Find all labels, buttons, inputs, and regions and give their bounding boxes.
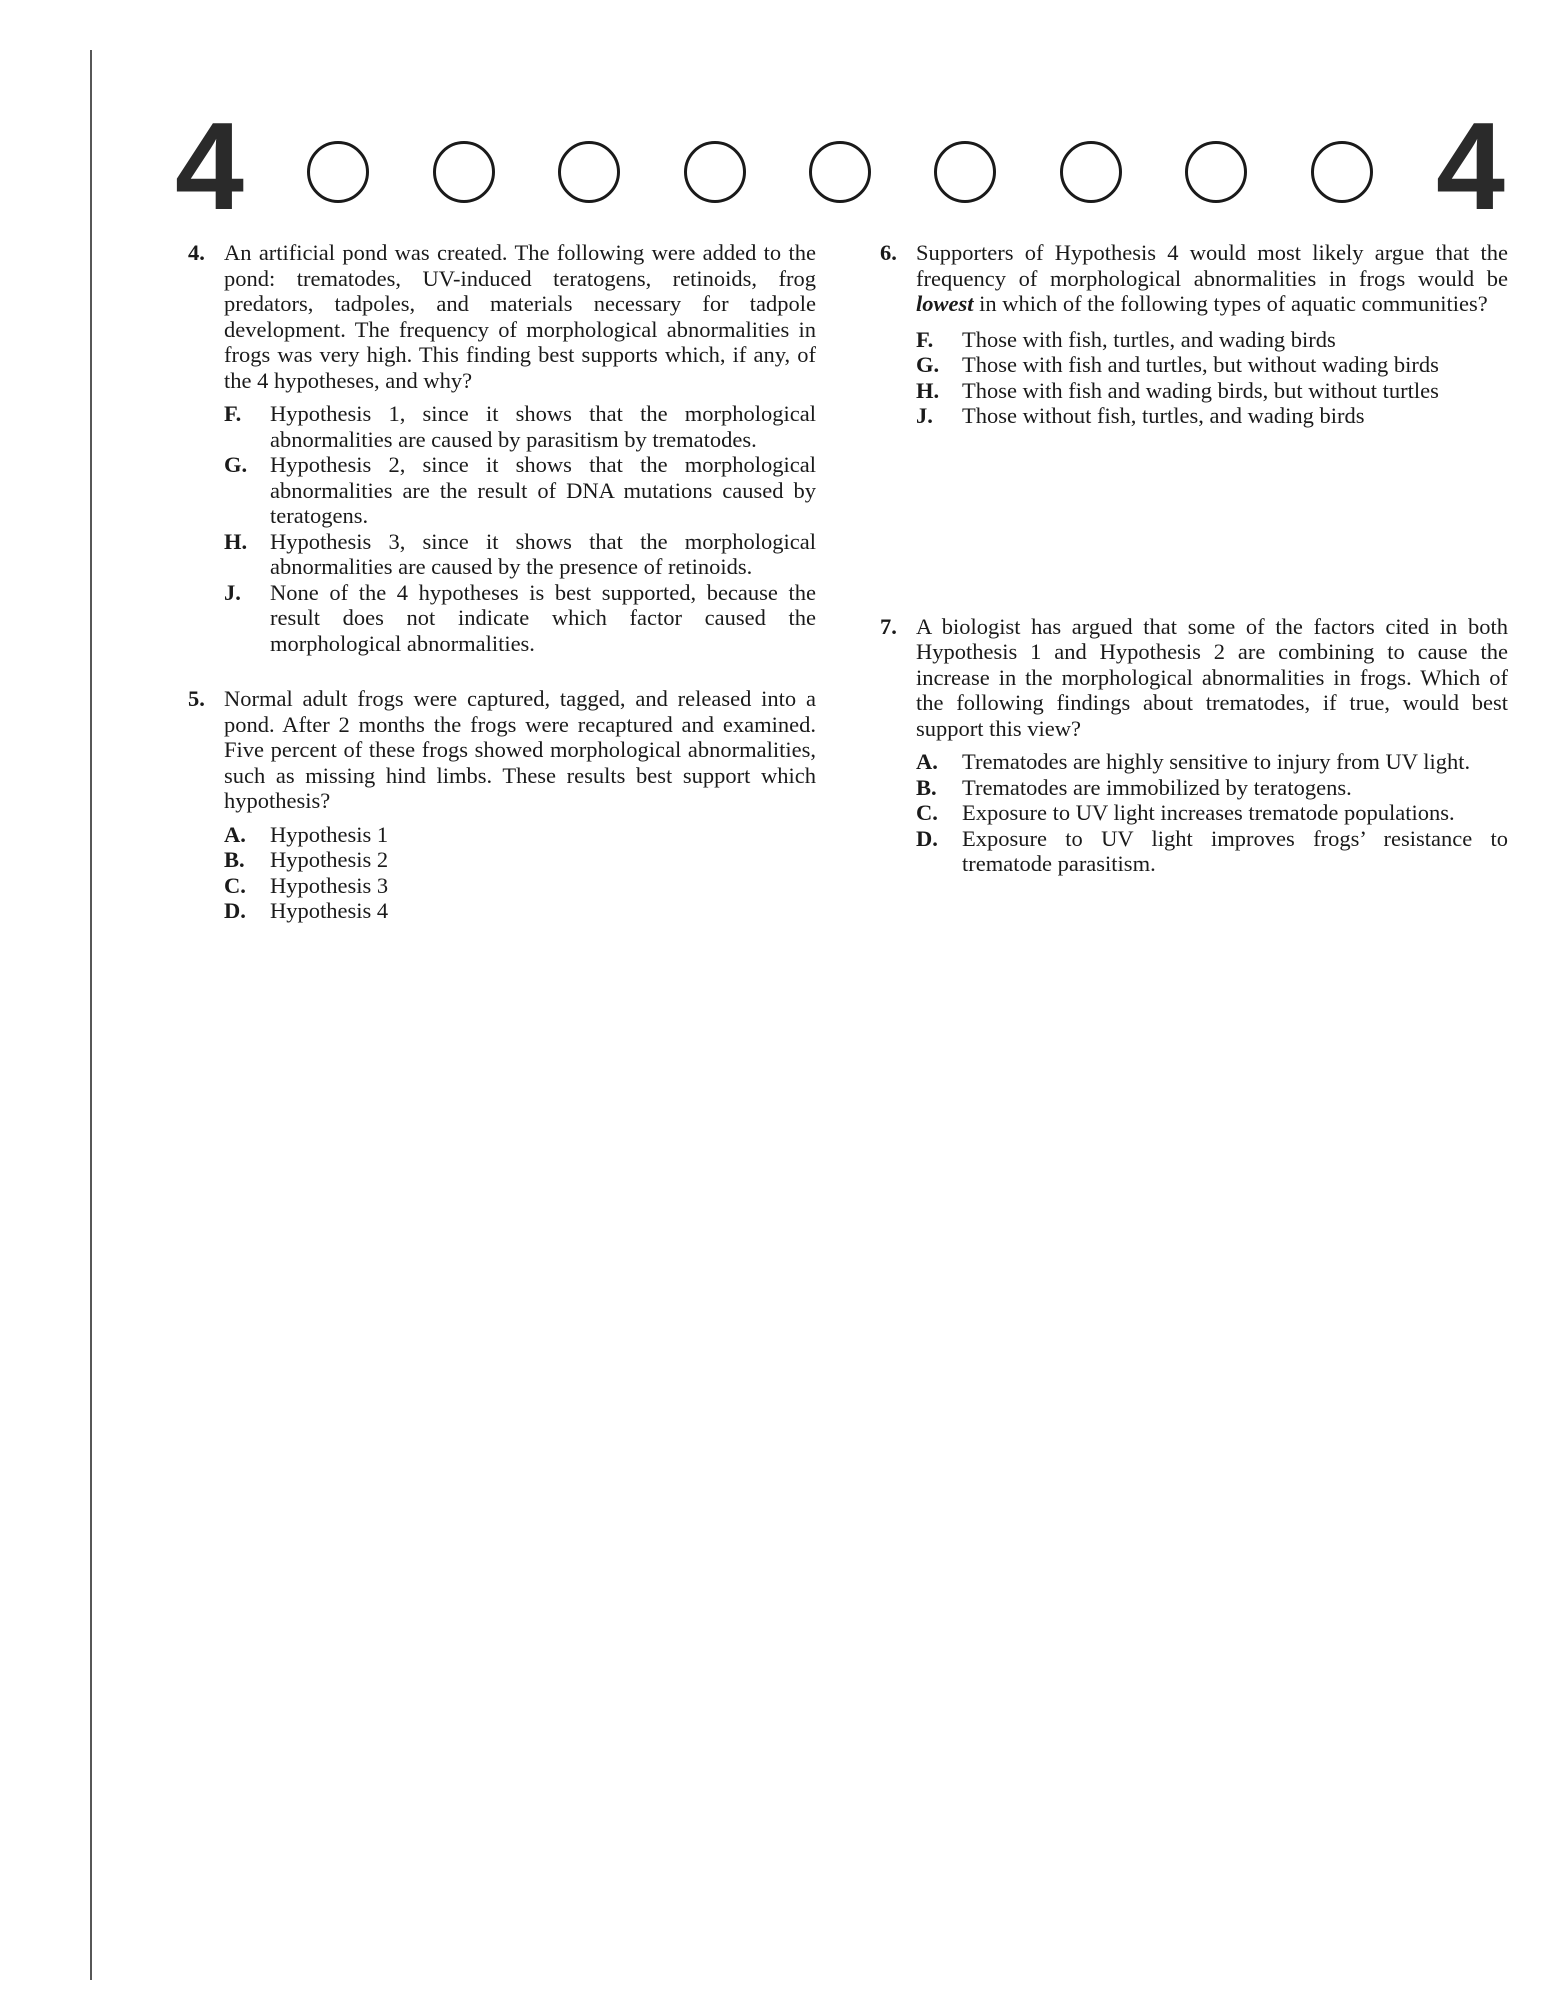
question-stem-end: in which of the following types of aquatic communities?: [973, 291, 1488, 316]
answer-option-a[interactable]: [224, 822, 816, 848]
circle-icon: [809, 141, 871, 203]
option-letter: D.: [224, 898, 246, 923]
answer-option-b[interactable]: [916, 775, 1508, 801]
question-stem: [916, 240, 1508, 317]
option-text: Exposure to UV light increases trematode populations.: [962, 800, 1455, 825]
option-letter: A.: [224, 821, 246, 847]
question-number: 5.: [188, 686, 205, 711]
right-column: [880, 240, 1508, 877]
option-text: Those with fish and turtles, but without wading birds: [962, 352, 1439, 377]
option-text: Those with fish and wading birds, but without turtles: [962, 377, 1439, 403]
option-text: Hypothesis 2: [270, 847, 389, 872]
option-letter: C.: [916, 800, 938, 825]
circle-icon: [433, 141, 495, 203]
answer-option-c[interactable]: [916, 800, 1508, 826]
option-letter: B.: [224, 847, 245, 872]
question-number: 7.: [880, 613, 897, 639]
answer-options: [224, 822, 816, 924]
option-letter: C.: [224, 872, 246, 898]
option-text: Hypothesis 1: [270, 821, 389, 847]
option-text: Those without fish, turtles, and wading birds: [962, 403, 1365, 428]
option-text: Trematodes are immobilized by teratogens.: [962, 774, 1352, 800]
answer-option-h[interactable]: [224, 529, 816, 580]
circle-icon: [1311, 141, 1373, 203]
option-letter: F.: [916, 326, 934, 352]
option-text: Those with fish, turtles, and wading birds: [962, 326, 1336, 352]
circle-icon: [934, 141, 996, 203]
option-text: Hypothesis 2, since it shows that the morphological abnormalities are the result of DNA mutations caused by teratogens.: [270, 452, 816, 528]
option-letter: J.: [916, 403, 933, 428]
section-number-right: 4: [1436, 98, 1505, 236]
question-stem-emphasis: lowest: [916, 291, 974, 316]
option-text: Hypothesis 4: [270, 898, 389, 923]
answer-option-d[interactable]: [916, 826, 1508, 877]
answer-option-j[interactable]: [224, 580, 816, 657]
option-letter: D.: [916, 825, 938, 851]
circle-icon: [684, 141, 746, 203]
question-stem: Normal adult frogs were captured, tagged, and released into a pond. After 2 months the frogs were recaptured and examined. Five percent of these frogs showed morphological abnormalities, such as missing hind limbs. These results best support which hypothesis?: [224, 686, 816, 813]
answer-option-f[interactable]: [916, 327, 1508, 353]
answer-option-d[interactable]: [224, 898, 816, 924]
option-letter: J.: [224, 579, 241, 605]
option-letter: H.: [224, 528, 248, 554]
option-letter: B.: [916, 774, 937, 800]
circle-icon: [307, 141, 369, 203]
circle-icon: [558, 141, 620, 203]
option-letter: G.: [224, 452, 248, 477]
answer-option-b[interactable]: [224, 847, 816, 873]
question-stem: An artificial pond was created. The following were added to the pond: trematodes, UV-induced teratogens, retinoids, frog predators, tadpoles, and materials necessary for tadpole development. The frequency of morphological abnormalities in frogs was very high. This finding best supports which, if any, of the 4 hypotheses, and why?: [224, 240, 816, 393]
option-letter: G.: [916, 352, 940, 377]
answer-options: [916, 749, 1508, 877]
answer-option-c[interactable]: [224, 873, 816, 899]
option-text: Trematodes are highly sensitive to injury from UV light.: [962, 749, 1471, 774]
question-4: [188, 240, 816, 656]
section-number-left: 4: [175, 98, 244, 236]
question-5: [188, 686, 816, 924]
answer-option-g[interactable]: [224, 452, 816, 529]
option-text: Hypothesis 3, since it shows that the morphological abnormalities are caused by the presence of retinoids.: [270, 528, 816, 579]
option-letter: H.: [916, 377, 940, 403]
option-text: None of the 4 hypotheses is best supported, because the result does not indicate which factor caused the morphological abnormalities.: [270, 579, 816, 656]
left-column: [188, 240, 816, 924]
binding-margin-line: [90, 50, 92, 1980]
answer-option-h[interactable]: [916, 378, 1508, 404]
option-text: Exposure to UV light improves frogs’ resistance to trematode parasitism.: [962, 825, 1508, 876]
option-text: Hypothesis 1, since it shows that the morphological abnormalities are caused by parasitism by trematodes.: [270, 401, 816, 452]
question-number: 4.: [188, 240, 205, 265]
answer-option-a[interactable]: [916, 749, 1508, 775]
option-letter: F.: [224, 401, 242, 426]
section-header: [175, 98, 1505, 236]
question-7: [880, 614, 1508, 877]
circle-icon: [1060, 141, 1122, 203]
answer-option-g[interactable]: [916, 352, 1508, 378]
answer-options: [916, 327, 1508, 429]
option-text: Hypothesis 3: [270, 872, 389, 898]
option-letter: A.: [916, 749, 938, 774]
question-stem: A biologist has argued that some of the factors cited in both Hypothesis 1 and Hypothesis 2 are combining to cause the increase in the morphological abnormalities in frogs. Which of the following findings about trematodes, if true, would best support this view?: [916, 613, 1508, 741]
circle-icon: [1185, 141, 1247, 203]
answer-option-f[interactable]: [224, 401, 816, 452]
question-6: [880, 240, 1508, 429]
question-number: 6.: [880, 240, 897, 265]
answer-options: [224, 401, 816, 656]
answer-option-j[interactable]: [916, 403, 1508, 429]
question-stem-start: Supporters of Hypothesis 4 would most likely argue that the frequency of morphological abnormalities in frogs would be: [916, 240, 1508, 291]
